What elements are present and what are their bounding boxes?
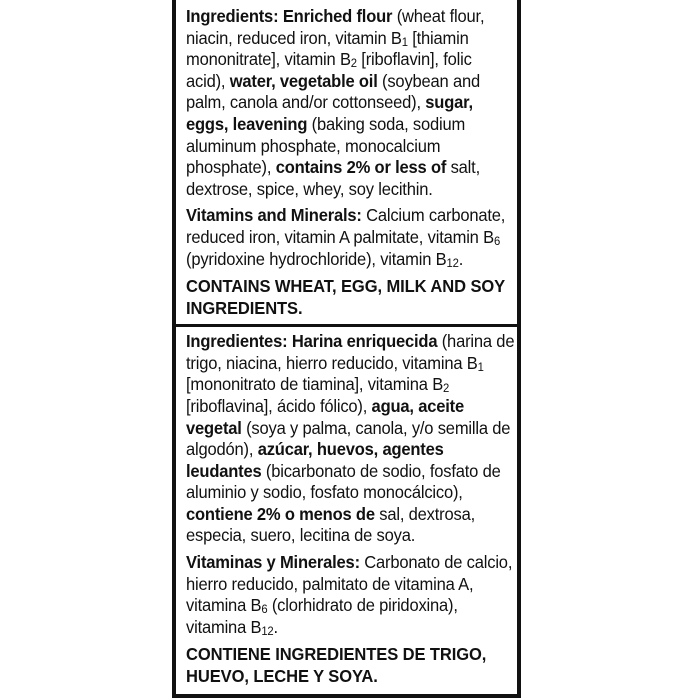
english-vitamins-end: . bbox=[458, 248, 464, 269]
english-allergen-statement: CONTAINS WHEAT, EGG, MILK AND SOY INGREDIENTS. bbox=[186, 276, 505, 319]
spanish-contains-2pct: contiene 2% o menos de bbox=[186, 503, 375, 524]
spanish-allergen-statement: CONTIENE INGREDIENTES DE TRIGO, HUEVO, LECHE Y SOYA. bbox=[186, 644, 487, 687]
english-ingredients bbox=[186, 6, 515, 200]
spanish-vitamins-heading: Vitaminas y Minerales: bbox=[186, 552, 360, 573]
spanish-pyridoxine: (clorhidrato de piridoxina), vitamina B bbox=[186, 595, 458, 637]
spanish-flour-detail: (harina de trigo, niacina, hierro reducido, vitamina B bbox=[186, 331, 515, 373]
spanish-riboflavin: [riboflavina], ácido fólico), bbox=[186, 395, 372, 416]
spanish-oil-detail: (soya y palma, canola, y/o semilla de algodón), bbox=[186, 417, 511, 460]
spanish-vitamins-detail: Carbonato de calcio, hierro reducido, palmitato de vitamina A, vitamina B bbox=[186, 552, 513, 616]
english-sub-1: 1 bbox=[401, 34, 408, 49]
english-vitamins-heading: Vitamins and Minerals: bbox=[186, 205, 362, 226]
section-divider bbox=[176, 324, 517, 327]
spanish-ingredients bbox=[186, 331, 515, 547]
spanish-enriched-flour: Harina enriquecida bbox=[291, 331, 438, 352]
english-ingredients-heading: Ingredients: bbox=[186, 6, 279, 26]
spanish-sub-2: 2 bbox=[443, 381, 450, 396]
english-sub-2: 2 bbox=[350, 56, 357, 71]
spanish-sub-1: 1 bbox=[477, 359, 484, 374]
english-sub-12: 12 bbox=[446, 255, 459, 270]
english-riboflavin: [riboflavin], folic acid), bbox=[186, 49, 472, 91]
english-sub-6: 6 bbox=[493, 233, 501, 248]
english-water-oil: water, vegetable oil bbox=[229, 70, 378, 91]
spanish-vitamins-end: . bbox=[273, 616, 278, 637]
spanish-sub-6: 6 bbox=[261, 602, 268, 617]
spanish-minor-ingredients: sal, dextrosa, especia, suero, lecitina de soya. bbox=[186, 503, 476, 546]
english-minor-ingredients: salt, dextrose, spice, whey, soy lecithin. bbox=[186, 157, 480, 199]
ingredient-label-panel bbox=[172, 0, 521, 698]
spanish-water-oil: agua, aceite vegetal bbox=[186, 395, 464, 438]
spanish-thiamin: [mononitrato de tiamina], vitamina B bbox=[186, 374, 444, 395]
spanish-sugar-eggs-leavening: azúcar, huevos, agentes leudantes bbox=[186, 439, 444, 481]
spanish-ingredients-heading: Ingredientes: bbox=[186, 331, 288, 352]
english-vitamins-detail: Calcium carbonate, reduced iron, vitamin A palmitate, vitamin B bbox=[186, 205, 506, 247]
english-leavening-detail: (baking soda, sodium aluminum phosphate, monocalcium phosphate), bbox=[186, 113, 466, 178]
spanish-vitamins bbox=[186, 552, 515, 638]
english-sugar-eggs-leavening: sugar, eggs, leavening bbox=[186, 92, 473, 134]
english-contains-2pct: contains 2% or less of bbox=[275, 157, 447, 178]
english-pyridoxine: (pyridoxine hydrochloride), vitamin B bbox=[186, 248, 447, 269]
english-enriched-flour: Enriched flour bbox=[282, 6, 393, 26]
spanish-sub-12: 12 bbox=[261, 623, 274, 638]
spanish-leavening-detail: (bicarbonato de sodio, fosfato de aluminio y sodio, fosfato monocálcico), bbox=[186, 460, 501, 503]
english-oil-detail: (soybean and palm, canola and/or cottonseed), bbox=[186, 70, 481, 113]
english-thiamin: [thiamin mononitrate], vitamin B bbox=[186, 27, 469, 70]
english-vitamins bbox=[186, 205, 515, 270]
english-flour-detail: (wheat flour, niacin, reduced iron, vitamin B bbox=[186, 6, 485, 48]
